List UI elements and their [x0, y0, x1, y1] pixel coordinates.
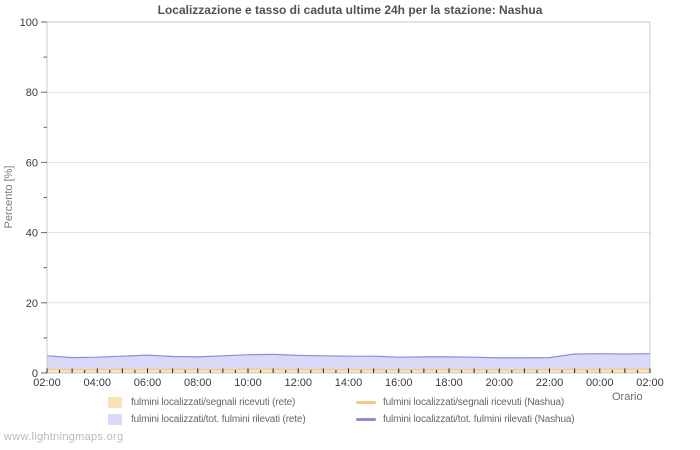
x-tick-label: 20:00	[485, 377, 514, 389]
legend-item	[108, 411, 306, 428]
x-tick-label: 02:00	[33, 377, 61, 389]
legend-line-swatch	[356, 401, 376, 404]
x-tick-label: 08:00	[183, 377, 212, 389]
x-tick-label: 04:00	[83, 377, 112, 389]
legend-left-column	[108, 394, 306, 428]
x-tick-label: 10:00	[234, 377, 262, 389]
x-tick-label: 14:00	[334, 377, 363, 389]
x-axis-title: Orario	[612, 391, 643, 403]
legend-right-column	[356, 394, 574, 428]
x-tick-label: 00:00	[585, 377, 614, 389]
legend-area-swatch	[108, 397, 122, 408]
x-tick-label: 06:00	[133, 377, 162, 389]
x-tick-label: 16:00	[384, 377, 413, 389]
chart-title: Localizzazione e tasso di caduta ultime 24h per la stazione: Nashua	[157, 3, 543, 17]
x-tick-label: 12:00	[284, 377, 313, 389]
legend-area-swatch	[108, 414, 122, 425]
y-tick-label: 40	[25, 227, 38, 240]
legend-item-label: fulmini localizzati/tot. fulmini rilevati (rete)	[131, 414, 306, 425]
watermark-url: www.lightningmaps.org	[4, 431, 124, 443]
x-tick-label: 02:00	[636, 377, 664, 389]
legend-item	[108, 394, 306, 411]
x-tick-label: 22:00	[535, 377, 564, 389]
legend-item	[356, 411, 574, 428]
x-tick-label: 18:00	[435, 377, 463, 389]
legend-item	[356, 394, 574, 411]
legend-item-label: fulmini localizzati/segnali ricevuti (rete)	[131, 397, 296, 408]
y-tick-label: 60	[25, 157, 38, 170]
y-axis-title: Percento [%]	[3, 165, 15, 229]
y-tick-label: 80	[25, 87, 38, 100]
legend-line-swatch	[356, 418, 376, 421]
legend-item-label: fulmini localizzati/tot. fulmini rilevati (Nashua)	[383, 414, 575, 425]
y-tick-label: 20	[25, 297, 38, 310]
y-tick-label: 0	[31, 368, 38, 380]
plot-frame	[47, 22, 650, 373]
legend-item-label: fulmini localizzati/segnali ricevuti (Nashua)	[383, 397, 565, 408]
y-tick-label: 100	[19, 17, 38, 29]
